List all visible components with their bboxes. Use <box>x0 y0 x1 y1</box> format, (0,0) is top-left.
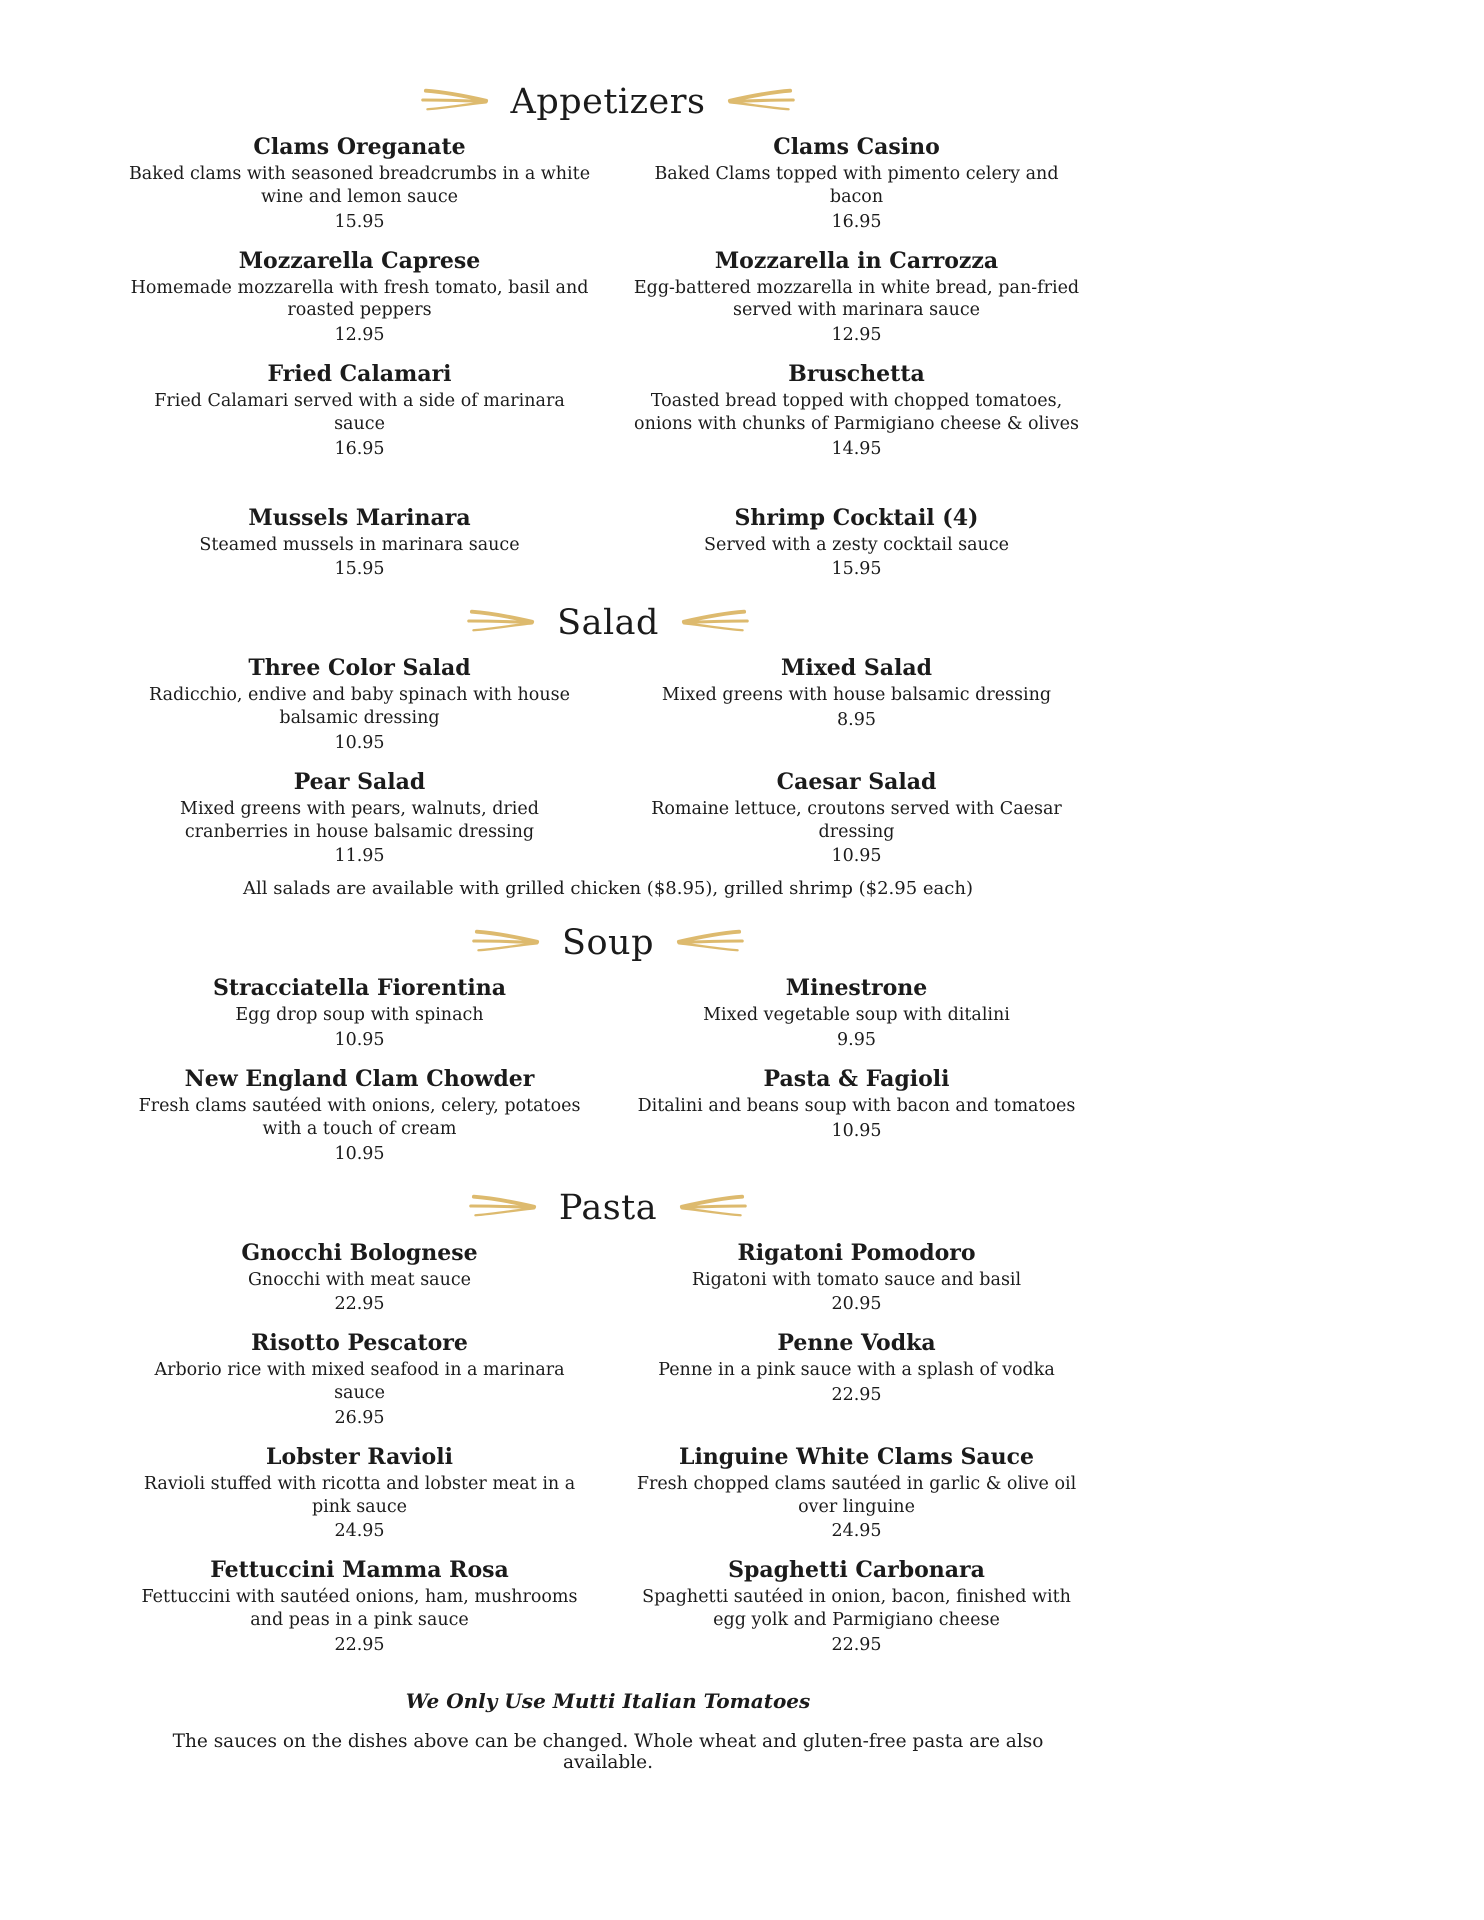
dish-name: Mozzarella Caprese <box>238 247 481 274</box>
dish-name: Stracciatella Fiorentina <box>212 975 507 1002</box>
dish-description: Steamed mussels in marinara sauce <box>199 534 520 555</box>
dish-name: Pear Salad <box>293 768 426 795</box>
footer-bold-note: We Only Use Mutti Italian Tomatoes <box>405 1688 811 1713</box>
dish-description: Fried Calamari served with a side of marinara sauce <box>154 391 565 434</box>
dish-price: 24.95 <box>334 1521 385 1542</box>
dish-description: Fettuccini with sautéed onions, ham, mushrooms and peas in a pink sauce <box>141 1587 578 1630</box>
dish-name: Clams Oreganate <box>253 134 466 160</box>
dish-name: Mixed Salad <box>780 655 932 682</box>
dish-item <box>128 769 591 867</box>
dish-price: 15.95 <box>334 211 385 232</box>
salad-items <box>128 655 1088 866</box>
dish-item <box>625 1444 1088 1542</box>
salad-header <box>128 603 1088 643</box>
dish-name: New England Clam Chowder <box>184 1066 535 1092</box>
dish-description: Egg-battered mozzarella in white bread, pan-fried served with marinara sauce <box>633 277 1080 321</box>
dish-item <box>625 1066 1088 1164</box>
dish-name: Clams Casino <box>773 134 940 160</box>
dish-price: 22.95 <box>831 1634 882 1655</box>
dish-description: Mixed greens with house balsamic dressing <box>661 685 1052 706</box>
dish-name: Spaghetti Carbonara <box>728 1557 985 1584</box>
dish-item <box>625 248 1088 346</box>
dish-item <box>128 1557 591 1655</box>
salads-note: All salads are available with grilled chicken ($8.95), grilled shrimp ($2.95 each) <box>243 878 973 900</box>
menu-page <box>128 0 1088 1773</box>
section-title: Soup <box>562 923 654 964</box>
dish-name: Penne Vodka <box>777 1330 936 1357</box>
dish-price: 20.95 <box>831 1294 882 1315</box>
dish-description: Egg drop soup with spinach <box>235 1005 484 1026</box>
dish-name: Bruschetta <box>788 361 925 387</box>
dish-item <box>128 975 591 1050</box>
dish-name: Shrimp Cocktail (4) <box>734 504 979 531</box>
dish-name: Rigatoni Pomodoro <box>737 1239 976 1266</box>
section-title: Salad <box>557 603 659 644</box>
dish-item <box>128 655 591 753</box>
dish-item <box>128 1444 591 1542</box>
dish-description: Baked Clams topped with pimento celery and bacon <box>654 164 1059 207</box>
dish-description: Romaine lettuce, croutons served with Caesar dressing <box>651 798 1062 842</box>
dish-price: 22.95 <box>831 1385 882 1405</box>
dish-description: Spaghetti sautéed in onion, bacon, finished with egg yolk and Parmigiano cheese <box>642 1587 1071 1630</box>
flourish-left-icon <box>421 83 491 121</box>
dish-name: Linguine White Clams Sauce <box>678 1443 1035 1470</box>
dish-item <box>128 1330 591 1428</box>
flourish-right-icon <box>725 83 795 121</box>
dish-item <box>625 1557 1088 1655</box>
dish-price: 22.95 <box>334 1294 385 1315</box>
dish-description: Fresh clams sautéed with onions, celery, potatoes with a touch of cream <box>138 1096 581 1139</box>
appetizers-items <box>128 134 1088 579</box>
dish-description: Toasted bread topped with chopped tomatoes, onions with chunks of Parmigiano cheese & olives <box>634 391 1079 434</box>
dish-description: Served with a zesty cocktail sauce <box>703 534 1009 555</box>
dish-item <box>625 361 1088 459</box>
dish-price: 16.95 <box>831 211 882 232</box>
dish-price: 10.95 <box>831 1120 882 1141</box>
dish-price: 12.95 <box>831 325 882 345</box>
section-title: Pasta <box>558 1187 658 1228</box>
dish-description: Fresh chopped clams sautéed in garlic & olive oil over linguine <box>636 1473 1077 1517</box>
dish-description: Penne in a pink sauce with a splash of vodka <box>658 1360 1055 1381</box>
dish-item <box>128 1240 591 1315</box>
dish-item <box>625 1240 1088 1315</box>
dish-price: 24.95 <box>831 1521 882 1542</box>
dish-item <box>625 505 1088 580</box>
dish-name: Lobster Ravioli <box>266 1443 453 1470</box>
section-title: Appetizers <box>510 82 706 122</box>
flourish-left-icon <box>469 1189 539 1227</box>
flourish-right-icon <box>679 604 749 642</box>
dish-price: 22.95 <box>334 1634 385 1655</box>
dish-price: 10.95 <box>831 846 882 867</box>
soup-items <box>128 975 1088 1163</box>
dish-price: 10.95 <box>334 732 385 753</box>
dish-name: Gnocchi Bolognese <box>241 1239 478 1266</box>
dish-price: 8.95 <box>837 710 876 730</box>
dish-price: 15.95 <box>334 559 385 580</box>
dish-description: Arborio rice with mixed seafood in a marinara sauce <box>154 1360 565 1403</box>
dish-description: Rigatoni with tomato sauce and basil <box>691 1269 1022 1290</box>
dish-item <box>625 655 1088 753</box>
dish-item <box>128 505 591 580</box>
dish-item <box>128 134 591 232</box>
dish-description: Homemade mozzarella with fresh tomato, basil and roasted peppers <box>130 277 589 321</box>
dish-price: 11.95 <box>334 846 385 867</box>
dish-item <box>128 1066 591 1164</box>
dish-description: Baked clams with seasoned breadcrumbs in a white wine and lemon sauce <box>128 164 591 207</box>
dish-description: Mixed greens with pears, walnuts, dried cranberries in house balsamic dressing <box>180 798 539 842</box>
dish-item <box>128 361 591 459</box>
dish-price: 14.95 <box>831 438 882 459</box>
footer-note: The sauces on the dishes above can be changed. Whole wheat and gluten-free pasta are also available. <box>172 1730 1044 1773</box>
dish-name: Three Color Salad <box>248 655 471 682</box>
dish-item <box>625 975 1088 1050</box>
dish-name: Mussels Marinara <box>248 504 471 531</box>
dish-name: Caesar Salad <box>776 768 937 795</box>
dish-name: Fried Calamari <box>267 361 452 387</box>
dish-price: 12.95 <box>334 325 385 345</box>
soup-header <box>128 923 1088 963</box>
dish-price: 26.95 <box>334 1407 385 1428</box>
flourish-left-icon <box>467 604 537 642</box>
dish-price: 16.95 <box>334 438 385 459</box>
dish-name: Minestrone <box>785 975 928 1002</box>
flourish-left-icon <box>472 924 542 962</box>
appetizers-header <box>128 82 1088 122</box>
dish-item <box>625 769 1088 867</box>
dish-description: Ditalini and beans soup with bacon and tomatoes <box>637 1096 1076 1116</box>
dish-price: 10.95 <box>334 1143 385 1164</box>
flourish-right-icon <box>677 1189 747 1227</box>
dish-price: 9.95 <box>837 1030 876 1050</box>
dish-description: Mixed vegetable soup with ditalini <box>703 1005 1010 1026</box>
pasta-items <box>128 1240 1088 1655</box>
dish-price: 10.95 <box>334 1030 385 1050</box>
dish-description: Gnocchi with meat sauce <box>247 1269 472 1290</box>
dish-name: Pasta & Fagioli <box>763 1066 950 1092</box>
dish-item <box>625 134 1088 232</box>
dish-description: Ravioli stuffed with ricotta and lobster meat in a pink sauce <box>143 1473 576 1517</box>
dish-price: 15.95 <box>831 559 882 580</box>
pasta-header <box>128 1188 1088 1228</box>
flourish-right-icon <box>674 924 744 962</box>
dish-name: Fettuccini Mamma Rosa <box>210 1557 509 1584</box>
dish-name: Mozzarella in Carrozza <box>714 247 999 274</box>
dish-description: Radicchio, endive and baby spinach with house balsamic dressing <box>149 685 570 728</box>
dish-item <box>128 248 591 346</box>
dish-item <box>625 1330 1088 1428</box>
dish-name: Risotto Pescatore <box>251 1330 468 1357</box>
